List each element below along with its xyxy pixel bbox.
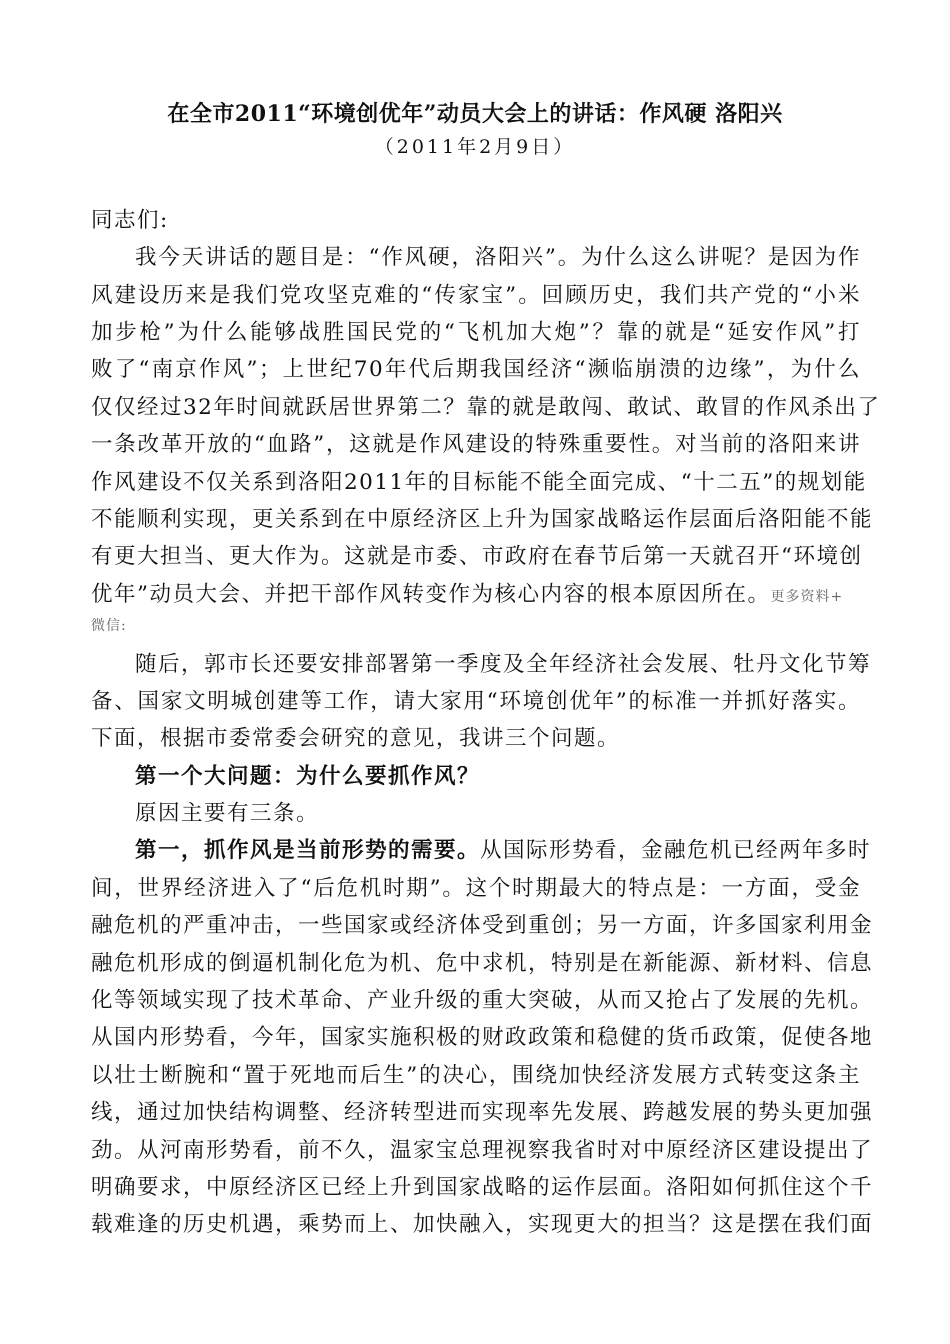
paragraph-1-line: 不能顺利实现，更关系到在中原经济区上升为国家战略运作层面后洛阳能不能	[91, 507, 874, 532]
paragraph-2-line: 随后，郭市长还要安排部署第一季度及全年经济社会发展、牡丹文化节筹	[135, 652, 872, 677]
paragraph-3-line: 以壮士断腕和“置于死地而后生”的决心，围绕加快经济发展方式转变这条主	[91, 1063, 861, 1088]
paragraph-3-first-rest: 从国际形势看，金融危机已经两年多时	[480, 838, 872, 863]
paragraph-1-line: 有更大担当、更大作为。这就是市委、市政府在春节后第一天就召开“环境创	[91, 544, 863, 569]
paragraph-3-line: 线，通过加快结构调整、经济转型进而实现率先发展、跨越发展的势头更加强	[91, 1100, 874, 1125]
paragraph-3-line: 从国内形势看，今年，国家实施积极的财政政策和稳健的货币政策，促使各地	[91, 1025, 874, 1050]
paragraph-3-line: 劲。从河南形势看，前不久，温家宝总理视察我省时对中原经济区建设提出了	[91, 1138, 874, 1163]
document-date: （2011年2月9日）	[374, 136, 576, 158]
paragraph-1-line: 风建设历来是我们党攻坚克难的“传家宝”。回顾历史，我们共产党的“小米	[91, 283, 861, 308]
paragraph-1-line: 我今天讲话的题目是：“作风硬，洛阳兴”。为什么这么讲呢？是因为作	[135, 245, 861, 270]
paragraph-1-last-text: 优年”动员大会、并把干部作风转变作为核心内容的根本原因所在。	[91, 582, 771, 607]
paragraph-1-line: 一条改革开放的“血路”，这就是作风建设的特殊重要性。对当前的洛阳来讲	[91, 432, 861, 457]
reasons-intro: 原因主要有三条。	[135, 801, 320, 826]
paragraph-3-line: 化等领域实现了技术革命、产业升级的重大突破，从而又抢占了发展的先机。	[91, 988, 874, 1013]
paragraph-1-line: 加步枪”为什么能够战胜国民党的“飞机加大炮”？靠的就是“延安作风”打	[91, 320, 861, 345]
paragraph-3-line: 载难逢的历史机遇，乘势而上、加快融入，实现更大的担当？这是摆在我们面	[91, 1212, 874, 1237]
paragraph-3-line: 间，世界经济进入了“后危机时期”。这个时期最大的特点是：一方面，受金	[91, 876, 861, 901]
paragraph-1-line: 败了“南京作风”；上世纪70年代后期我国经济“濒临崩溃的边缘”，为什么	[91, 357, 861, 382]
paragraph-3-line: 明确要求，中原经济区已经上升到国家战略的运作层面。洛阳如何抓住这个千	[91, 1175, 874, 1200]
section-heading-1: 第一个大问题：为什么要抓作风？	[135, 764, 481, 789]
paragraph-3-line: 融危机形成的倒逼机制化危为机、危中求机，特别是在新能源、新材料、信息	[91, 951, 874, 976]
salutation: 同志们:	[91, 208, 169, 233]
paragraph-3-first-line	[91, 836, 872, 866]
paragraph-1-line: 仅仅经过32年时间就跃居世界第二？靠的就是敢闯、敢试、敢冒的作风杀出了	[91, 395, 881, 420]
document-title: 在全市2011“环境创优年”动员大会上的讲话：作风硬 洛阳兴	[167, 101, 783, 127]
paragraph-2-line: 备、国家文明城创建等工作，请大家用“环境创优年”的标准一并抓好落实。	[91, 689, 861, 714]
paragraph-1-line: 作风建设不仅关系到洛阳2011年的目标能不能全面完成、“十二五”的规划能	[91, 470, 867, 495]
more-info-note: 更多资料+	[770, 589, 844, 605]
paragraph-1-last-line	[91, 580, 861, 612]
paragraph-2-last-line: 下面，根据市委常委会研究的意见，我讲三个问题。	[91, 726, 621, 751]
paragraph-3-line: 融危机的严重冲击，一些国家或经济体受到重创；另一方面，许多国家利用金	[91, 913, 874, 938]
wechat-note: 微信:	[91, 618, 127, 634]
point-1-heading: 第一，抓作风是当前形势的需要。	[135, 838, 481, 863]
